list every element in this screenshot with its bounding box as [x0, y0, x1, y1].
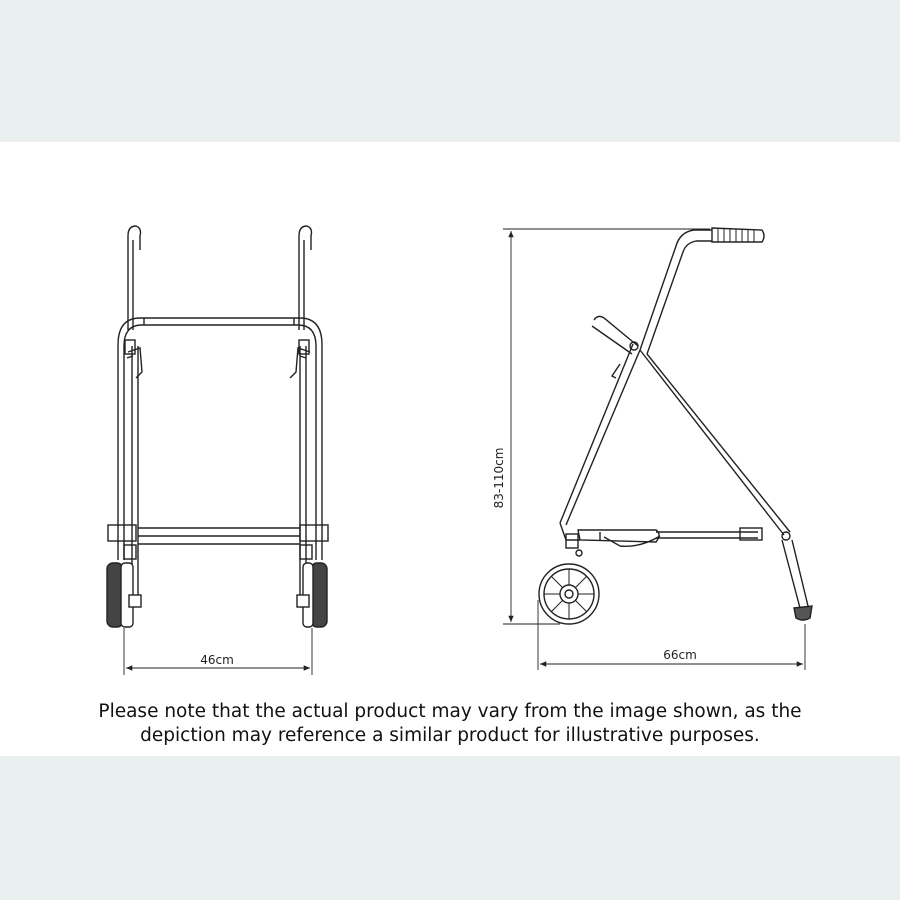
- rubber-tip: [794, 606, 812, 620]
- front-width-label: 46cm: [200, 653, 234, 667]
- disclaimer-line-1: Please note that the actual product may vary from the image shown, as the: [98, 701, 802, 722]
- disclaimer-line-2: depiction may reference a similar product for illustrative purposes.: [140, 725, 760, 746]
- right-handle-hook: [299, 226, 312, 330]
- seat-brace: [578, 530, 659, 542]
- side-height-dimension: [503, 229, 710, 624]
- side-height-label: 83-110cm: [492, 447, 506, 509]
- front-upright: [640, 230, 712, 350]
- side-length-label: 66cm: [663, 648, 697, 662]
- top-rail: [118, 318, 322, 345]
- front-width-dimension: [124, 628, 312, 675]
- side-view: [539, 228, 812, 624]
- right-bracket: [300, 525, 328, 541]
- rear-leg: [782, 540, 800, 608]
- rear-upright: [566, 350, 640, 525]
- handle-grip: [712, 228, 764, 242]
- front-view: [107, 226, 328, 627]
- disclaimer-note: [40, 700, 860, 748]
- left-handle-hook: [128, 226, 141, 330]
